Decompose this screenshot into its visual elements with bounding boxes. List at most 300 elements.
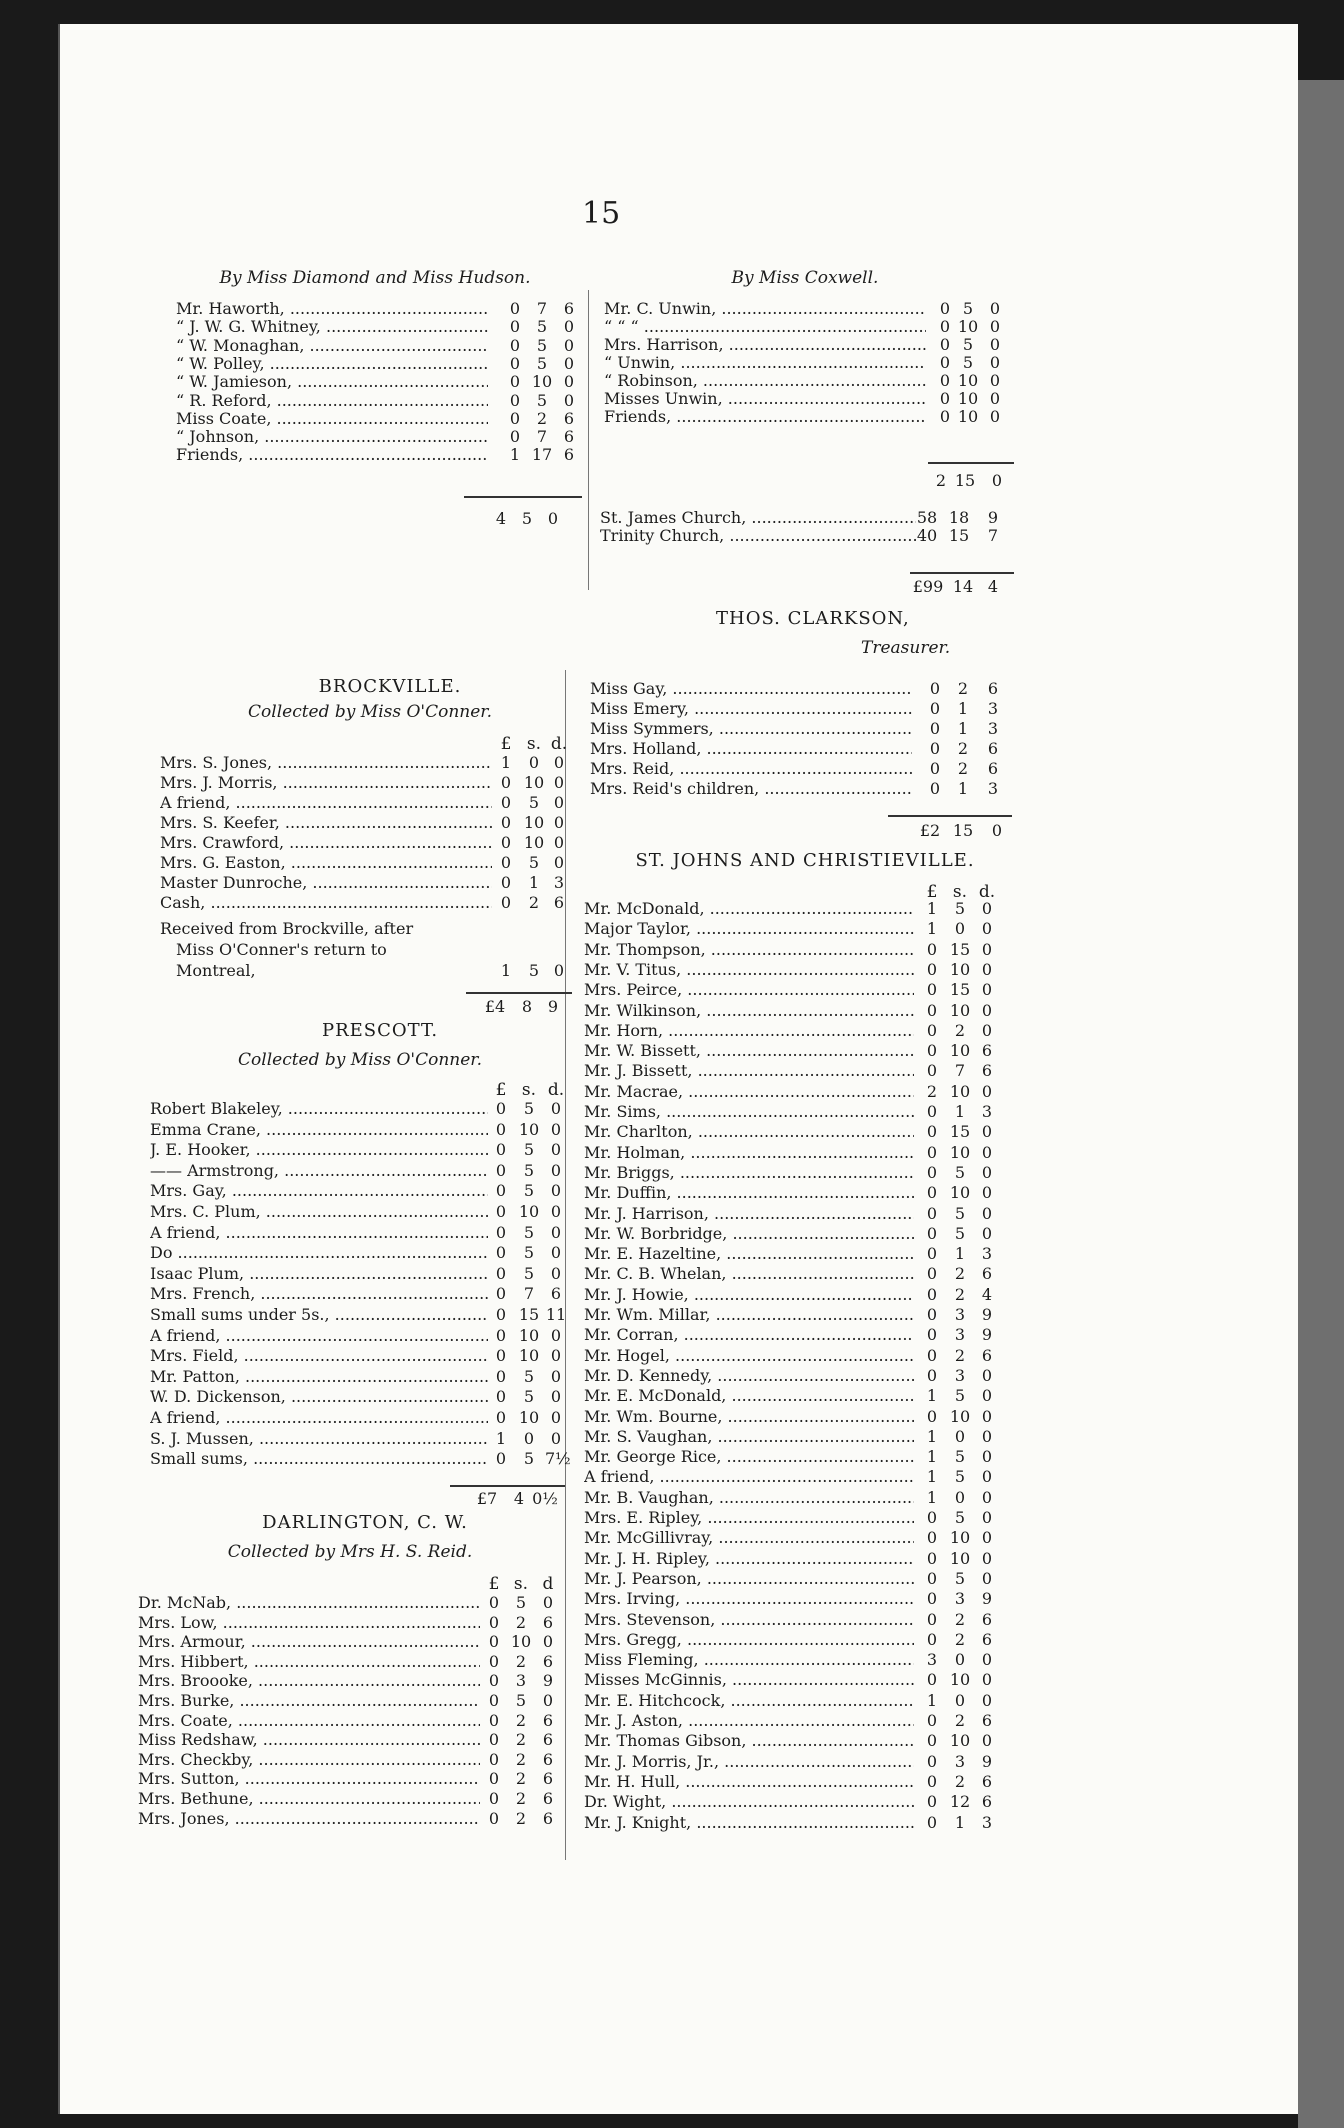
amount-pounds: 0 (926, 1752, 938, 1771)
darlington-row (138, 1731, 563, 1749)
coxwell-row (604, 318, 1010, 336)
amount-shillings: 15 (518, 1305, 540, 1324)
contributor-name: Mrs. E. Ripley, ..... (584, 1509, 914, 1527)
stjohns-row (584, 1245, 1002, 1263)
contributor-name: “ W. Polley, ..... (176, 355, 488, 373)
amount-shillings: 2 (515, 1809, 527, 1828)
amount-pounds: 0 (926, 1325, 938, 1344)
amount-pence: 9 (981, 1305, 993, 1324)
amount-pence: 0 (550, 1120, 562, 1139)
amount-pounds: 0 (495, 1202, 507, 1221)
amount-shillings: 2 (954, 1285, 966, 1304)
amount-pounds: 0 (509, 409, 521, 428)
amount-pounds: 0 (495, 1449, 507, 1468)
contributor-name: Friends, ..... (176, 446, 488, 464)
amount-pounds: 0 (926, 980, 938, 999)
amount-pounds: 0 (939, 407, 951, 426)
amount-pence: 4 (981, 1285, 993, 1304)
amount-pounds: 0 (500, 873, 512, 892)
coxwell-row (604, 336, 1010, 354)
amount-pence: 6 (563, 427, 575, 446)
amount-pence: 6 (981, 1061, 993, 1080)
amount-pence: 6 (987, 679, 999, 698)
amount-shillings: 7 (523, 1284, 535, 1303)
amount-shillings: 2 (515, 1652, 527, 1671)
amount-pounds: 0 (926, 1061, 938, 1080)
amount-shillings: 5 (536, 391, 548, 410)
amount-pounds: 0 (926, 1041, 938, 1060)
amount-shillings: 0 (954, 1650, 966, 1669)
amount-pounds: 0 (926, 1589, 938, 1608)
contributor-name: Mrs. Gregg, ..... (584, 1631, 914, 1649)
stjohns-row (584, 1367, 1002, 1385)
amount-shillings: 10 (518, 1326, 540, 1345)
amount-pence: 0 (550, 1099, 562, 1118)
amount-shillings: 17 (531, 445, 553, 464)
stjohns-row (584, 1062, 1002, 1080)
amount-pounds: 1 (926, 1386, 938, 1405)
diamond-row (176, 410, 584, 428)
contributor-name: Small sums under 5s., ..... (150, 1306, 488, 1324)
amount-pounds: 0 (495, 1099, 507, 1118)
amount-pounds: 1 (926, 919, 938, 938)
amount-pence: 6 (563, 409, 575, 428)
amount-pence: 0 (550, 1387, 562, 1406)
amount-pounds: 0 (488, 1769, 500, 1788)
amount-shillings: 10 (518, 1202, 540, 1221)
amount-shillings: 5 (523, 1367, 535, 1386)
amount-pounds: 0 (495, 1346, 507, 1365)
prescott-row (150, 1409, 571, 1427)
contributor-name: Mr. C. Unwin, ..... (604, 300, 926, 318)
prescott-row (150, 1224, 571, 1242)
contributor-name: Mr. J. H. Ripley, ..... (584, 1550, 914, 1568)
contributor-name: Mr. Briggs, ..... (584, 1164, 914, 1182)
stjohns-row (584, 1712, 1002, 1730)
amount-pence: 6 (987, 759, 999, 778)
amount-shillings: 5 (954, 899, 966, 918)
amount-shillings: 2 (957, 759, 969, 778)
contributor-name: Mrs. Field, ..... (150, 1347, 488, 1365)
contributor-name: Mrs. Peirce, ..... (584, 981, 914, 999)
contributor-name: Mrs. French, ..... (150, 1285, 488, 1303)
gay-row (590, 760, 1008, 778)
amount-shillings: 10 (949, 1001, 971, 1020)
amount-pounds: 0 (926, 1630, 938, 1649)
amount-pence: 0 (981, 1082, 993, 1101)
prescott-row (150, 1430, 571, 1448)
amount-pounds: 0 (926, 1366, 938, 1385)
amount-shillings: 5 (523, 1264, 535, 1283)
page-number: 15 (582, 196, 621, 231)
amount-pence: 0 (553, 793, 565, 812)
amount-pounds: 0 (926, 1610, 938, 1629)
amount-pence: 3 (987, 699, 999, 718)
amount-shillings: 5 (515, 1593, 527, 1612)
stjohns-row (584, 1042, 1002, 1060)
amount-pounds: 0 (926, 1711, 938, 1730)
contributor-name: Mr. Wm. Bourne, ..... (584, 1408, 914, 1426)
amount-pence: 6 (542, 1652, 554, 1671)
amount-pounds: 0 (488, 1789, 500, 1808)
stjohns-row (584, 900, 1002, 918)
amount-pounds: 40 (916, 526, 938, 545)
brockville-total-rule (466, 992, 572, 994)
stjohns-row (584, 1002, 1002, 1020)
amount-pence: 0 (981, 1427, 993, 1446)
darlington-row (138, 1614, 563, 1632)
amount-pence: 3 (553, 873, 565, 892)
amount-pounds: 0 (509, 372, 521, 391)
contributor-name: Mr. Holman, ..... (584, 1144, 914, 1162)
amount-pence: 0 (550, 1161, 562, 1180)
amount-pounds: 1 (495, 1429, 507, 1448)
amount-pounds: 3 (926, 1650, 938, 1669)
amount-pence: 0 (981, 899, 993, 918)
contributor-name: Mr. E. Hazeltine, ..... (584, 1245, 914, 1263)
brockville-row (160, 774, 574, 792)
stjohns-row (584, 1550, 1002, 1568)
brockville-row (160, 754, 574, 772)
amount-shillings: 12 (949, 1792, 971, 1811)
amount-shillings: 10 (949, 960, 971, 979)
amount-pence: 0 (981, 1549, 993, 1568)
amount-shillings: 5 (954, 1224, 966, 1243)
amount-shillings: 2 (515, 1613, 527, 1632)
amount-pence: 0 (981, 1691, 993, 1710)
contributor-name: Mr. E. McDonald, ..... (584, 1387, 914, 1405)
amount-pence: 6 (981, 1792, 993, 1811)
coxwell-title: By Miss Coxwell. (731, 268, 879, 288)
amount-pounds: 0 (509, 391, 521, 410)
prescott-row (150, 1265, 571, 1283)
contributor-name: “ Johnson, ..... (176, 428, 488, 446)
amount-shillings: 2 (515, 1711, 527, 1730)
amount-shillings: 2 (515, 1750, 527, 1769)
amount-pounds: 0 (488, 1632, 500, 1651)
amount-shillings: 10 (518, 1408, 540, 1427)
contributor-name: Miss Gay, ..... (590, 680, 912, 698)
amount-pence: 0 (981, 1163, 993, 1182)
amount-pence: 6 (563, 445, 575, 464)
amount-pounds: 0 (509, 427, 521, 446)
amount-shillings: 2 (515, 1730, 527, 1749)
contributor-name: Mrs. Sutton, ..... (138, 1770, 480, 1788)
brockville-row (160, 854, 574, 872)
amount-shillings: 15 (949, 940, 971, 959)
amount-shillings: 10 (510, 1632, 532, 1651)
amount-shillings: 5 (536, 354, 548, 373)
contributor-name: Miss Redshaw, ..... (138, 1731, 480, 1749)
contributor-name: “ W. Jamieson, ..... (176, 373, 488, 391)
brockville-pound-head: £ (500, 734, 512, 754)
coxwell-total-rule (928, 462, 1014, 464)
amount-pence: 0 (550, 1429, 562, 1448)
amount-pounds: 0 (495, 1264, 507, 1283)
amount-pounds: 0 (488, 1750, 500, 1769)
amount-shillings: 3 (954, 1366, 966, 1385)
contributor-name: Mrs. Irving, ..... (584, 1590, 914, 1608)
prescott-shilling-head: s. (521, 1080, 537, 1100)
contributor-name: A friend, ..... (150, 1409, 488, 1427)
stjohns-row (584, 1387, 1002, 1405)
prescott-row (150, 1121, 571, 1139)
amount-pounds: 0 (926, 1143, 938, 1162)
amount-pence: 7½ (545, 1449, 571, 1468)
contributor-name: A friend, ..... (150, 1327, 488, 1345)
contributor-name: Small sums, ..... (150, 1450, 488, 1468)
contributor-name: Mrs. Coate, ..... (138, 1712, 480, 1730)
amount-pence: 3 (981, 1244, 993, 1263)
prescott-row (150, 1100, 571, 1118)
stjohns-row (584, 1753, 1002, 1771)
amount-pence: 0 (553, 753, 565, 772)
amount-pence: 3 (981, 1102, 993, 1121)
stjohns-row (584, 1651, 1002, 1669)
contributor-name: Mrs. J. Morris, ..... (160, 774, 492, 792)
stjohns-row (584, 1509, 1002, 1527)
amount-shillings: 1 (957, 719, 969, 738)
amount-shillings: 5 (523, 1181, 535, 1200)
amount-pence: 11 (545, 1305, 567, 1324)
amount-pence: 3 (981, 1813, 993, 1832)
amount-pounds: 0 (929, 759, 941, 778)
prescott-row (150, 1141, 571, 1159)
stjohns-row (584, 1286, 1002, 1304)
contributor-name: Mr. J. Bissett, ..... (584, 1062, 914, 1080)
amount-pounds: 0 (495, 1120, 507, 1139)
amount-shillings: 10 (957, 389, 979, 408)
gay-row (590, 780, 1008, 798)
prescott-row (150, 1450, 571, 1468)
stjohns-row (584, 1428, 1002, 1446)
amount-pence: 6 (981, 1346, 993, 1365)
contributor-name: Mr. McDonald, ..... (584, 900, 914, 918)
contributor-name: Mr. J. Pearson, ..... (584, 1570, 914, 1588)
stjohns-row (584, 1468, 1002, 1486)
amount-shillings: 10 (949, 1041, 971, 1060)
amount-pence: 0 (989, 371, 1001, 390)
contributor-name: Dr. McNab, ..... (138, 1594, 480, 1612)
amount-pounds: 0 (939, 299, 951, 318)
amount-pounds: 0 (495, 1223, 507, 1242)
stjohns-shilling-head: s. (952, 882, 968, 902)
diamond-row (176, 392, 584, 410)
amount-shillings: 10 (523, 833, 545, 852)
stjohns-row (584, 1164, 1002, 1182)
amount-shillings: 2 (954, 1772, 966, 1791)
prescott-pound-head: £ (495, 1080, 507, 1100)
amount-pence: 0 (981, 1488, 993, 1507)
contributor-name: Mrs. Stevenson, ..... (584, 1611, 914, 1629)
amount-shillings: 3 (954, 1752, 966, 1771)
amount-pence: 0 (981, 919, 993, 938)
stjohns-heading: ST. JOHNS AND CHRISTIEVILLE. (635, 850, 975, 871)
amount-pence: 9 (542, 1671, 554, 1690)
amount-shillings: 7 (536, 427, 548, 446)
amount-pence: 6 (542, 1789, 554, 1808)
contributor-name: Mr. J. Harrison, ..... (584, 1205, 914, 1223)
amount-pounds: 2 (926, 1082, 938, 1101)
amount-pounds: 0 (926, 1183, 938, 1202)
amount-pounds: 0 (488, 1691, 500, 1710)
contributor-name: Mrs. Checkby, ..... (138, 1751, 480, 1769)
contributor-name: St. James Church, ..... (600, 509, 916, 527)
contributor-name: Mr. Haworth, ..... (176, 300, 488, 318)
amount-pence: 0 (550, 1140, 562, 1159)
amount-pence: 0 (981, 1366, 993, 1385)
amount-pence: 0 (989, 389, 1001, 408)
stjohns-row (584, 1732, 1002, 1750)
amount-shillings: 10 (957, 407, 979, 426)
contributor-name: Mr. J. Knight, ..... (584, 1814, 914, 1832)
amount-pounds: 0 (500, 813, 512, 832)
contributor-name: Trinity Church, ..... (600, 527, 916, 545)
amount-shillings: 5 (962, 353, 974, 372)
amount-pence: 0 (542, 1593, 554, 1612)
contributor-name: Mrs. S. Keefer, ..... (160, 814, 492, 832)
contributor-name: Mr. Horn, ..... (584, 1022, 914, 1040)
amount-pence: 0 (981, 1447, 993, 1466)
contributor-name: Mr. B. Vaughan, ..... (584, 1489, 914, 1507)
amount-shillings: 10 (957, 317, 979, 336)
amount-pounds: 0 (926, 1204, 938, 1223)
amount-pence: 6 (542, 1809, 554, 1828)
brockville-pence-head: d. (550, 734, 568, 754)
amount-pounds: 0 (926, 1813, 938, 1832)
coxwell-row (604, 300, 1010, 318)
prescott-row (150, 1388, 571, 1406)
amount-shillings: 5 (523, 1223, 535, 1242)
amount-shillings: 2 (536, 409, 548, 428)
amount-pounds: 0 (939, 389, 951, 408)
amount-shillings: 1 (954, 1102, 966, 1121)
contributor-name: Isaac Plum, ..... (150, 1265, 488, 1283)
amount-pounds: 0 (926, 1305, 938, 1324)
amount-pence: 6 (981, 1041, 993, 1060)
prescott-row (150, 1203, 571, 1221)
prescott-total-rule (450, 1485, 565, 1487)
amount-shillings: 2 (957, 679, 969, 698)
contributor-name: A friend, ..... (150, 1224, 488, 1242)
received-line-2: Miss O'Conner's return to (176, 940, 387, 959)
amount-pence: 6 (542, 1730, 554, 1749)
contributor-name: Mrs. Holland, ..... (590, 740, 912, 758)
amount-pence: 9 (981, 1325, 993, 1344)
amount-pounds: 0 (495, 1408, 507, 1427)
amount-shillings: 5 (523, 1387, 535, 1406)
contributor-name: Mr. Hogel, ..... (584, 1347, 914, 1365)
amount-pounds: 0 (929, 719, 941, 738)
amount-pounds: 0 (926, 1001, 938, 1020)
contributor-name: “ “ “ ..... (604, 318, 926, 336)
amount-pounds: 0 (500, 793, 512, 812)
stjohns-row (584, 1408, 1002, 1426)
amount-pence: 6 (542, 1613, 554, 1632)
amount-pounds: 1 (926, 1691, 938, 1710)
stjohns-row (584, 1123, 1002, 1141)
contributor-name: Mrs. Low, ..... (138, 1614, 480, 1632)
darlington-row (138, 1712, 563, 1730)
amount-shillings: 5 (523, 1099, 535, 1118)
amount-pence: 0 (981, 1386, 993, 1405)
amount-pounds: 1 (926, 899, 938, 918)
amount-pounds: 0 (926, 1731, 938, 1750)
amount-pounds: 0 (495, 1326, 507, 1345)
darlington-row (138, 1633, 563, 1651)
contributor-name: Mr. Charlton, ..... (584, 1123, 914, 1141)
amount-pounds: 0 (926, 1508, 938, 1527)
treasurer-name: THOS. CLARKSON, (716, 608, 910, 629)
contributor-name: Mrs. Armour, ..... (138, 1633, 480, 1651)
prescott-row (150, 1368, 571, 1386)
contributor-name: Mrs. Bethune, ..... (138, 1790, 480, 1808)
contributor-name: A friend, ..... (160, 794, 492, 812)
stjohns-row (584, 1144, 1002, 1162)
amount-shillings: 5 (954, 1204, 966, 1223)
prescott-row (150, 1347, 571, 1365)
amount-pounds: 0 (509, 354, 521, 373)
amount-pence: 0 (981, 1122, 993, 1141)
amount-pence: 0 (553, 853, 565, 872)
prescott-row (150, 1162, 571, 1180)
contributor-name: J. E. Hooker, ..... (150, 1141, 488, 1159)
diamond-row (176, 318, 584, 336)
contributor-name: Mr. S. Vaughan, ..... (584, 1428, 914, 1446)
amount-shillings: 2 (515, 1769, 527, 1788)
amount-shillings: 10 (949, 1143, 971, 1162)
amount-pence: 6 (553, 893, 565, 912)
contributor-name: “ Robinson, ..... (604, 372, 926, 390)
amount-pounds: 0 (509, 299, 521, 318)
diamond-title: By Miss Diamond and Miss Hudson. (219, 268, 531, 288)
contributor-name: Emma Crane, ..... (150, 1121, 488, 1139)
brockville-row (160, 794, 574, 812)
amount-shillings: 10 (523, 813, 545, 832)
contributor-name: Mrs. G. Easton, ..... (160, 854, 492, 872)
amount-shillings: 5 (954, 1467, 966, 1486)
amount-pounds: 58 (916, 508, 938, 527)
amount-shillings: 2 (957, 739, 969, 758)
diamond-total-rule (464, 496, 582, 498)
amount-pence: 0 (981, 1143, 993, 1162)
gay-total-rule (888, 815, 1012, 817)
amount-shillings: 10 (949, 1082, 971, 1101)
amount-shillings: 5 (954, 1569, 966, 1588)
amount-pounds: 0 (926, 1549, 938, 1568)
amount-pence: 6 (981, 1264, 993, 1283)
amount-pence: 6 (563, 299, 575, 318)
amount-pence: 0 (981, 1528, 993, 1547)
diamond-row (176, 428, 584, 446)
stjohns-row (584, 1692, 1002, 1710)
contributor-name: Mr. E. Hitchcock, ..... (584, 1692, 914, 1710)
contributor-name: Dr. Wight, ..... (584, 1793, 914, 1811)
stjohns-row (584, 981, 1002, 999)
contributor-name: Misses McGinnis, ..... (584, 1671, 914, 1689)
amount-pence: 0 (989, 299, 1001, 318)
darlington-row (138, 1790, 563, 1808)
amount-shillings: 10 (531, 372, 553, 391)
amount-pence: 0 (550, 1367, 562, 1386)
amount-pounds: 0 (926, 1244, 938, 1263)
contributor-name: Mrs. Crawford, ..... (160, 834, 492, 852)
amount-shillings: 1 (528, 873, 540, 892)
brockville-row (160, 814, 574, 832)
amount-pence: 0 (981, 1204, 993, 1223)
contributor-name: “ Unwin, ..... (604, 354, 926, 372)
contributor-name: Master Dunroche, ..... (160, 874, 492, 892)
